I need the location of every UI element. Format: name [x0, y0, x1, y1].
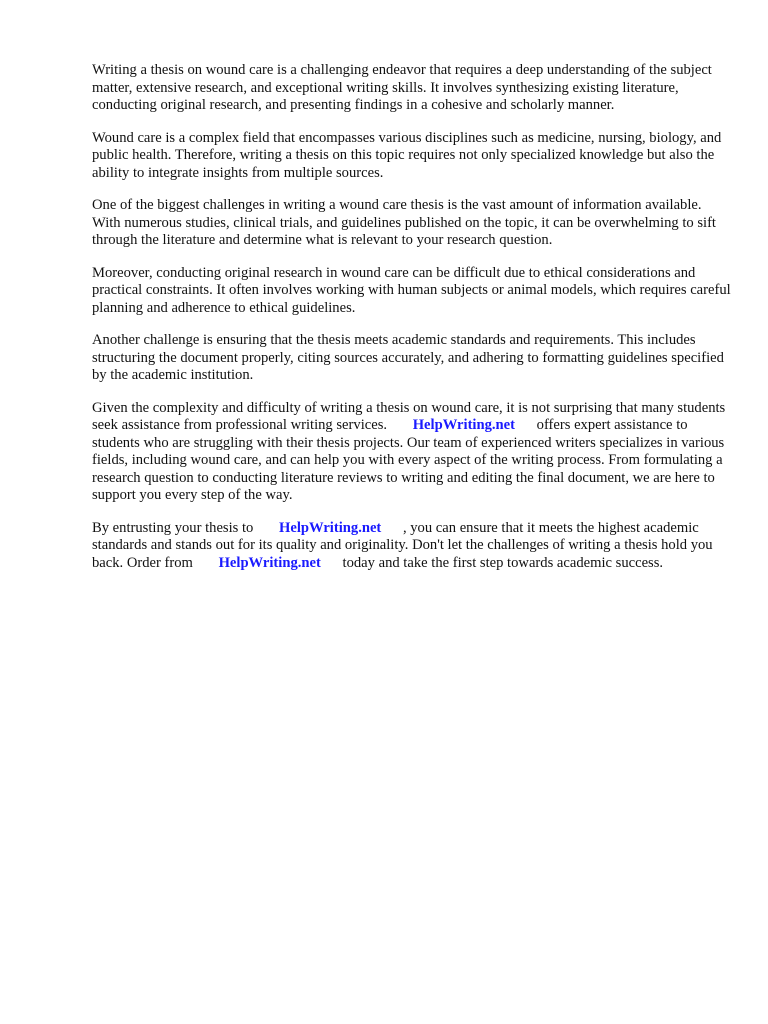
- paragraph-closing-text-2: , you can ensure that it meets the highest academic standards and stands out for its quality and originality. Don't let the challenges of writing a thesis hold you back. Order from: [92, 519, 713, 571]
- paragraph-closing-text-1: By entrusting your thesis to: [92, 519, 254, 536]
- document-body: [92, 62, 732, 587]
- paragraph-challenges: One of the biggest challenges in writing a wound care thesis is the vast amount of information available. With numerous studies, clinical trials, and guidelines published on the topic, it can be overwhelming to sift through the literature and determine what is relevant to your research question.: [92, 197, 716, 248]
- paragraph-assistance-text-2: offers expert assistance to students who are struggling with their thesis projects. Our team of experienced writers specializes in various fields, including wound care, and can help you with every aspect of the writing process. From formulating a research question to conducting literature reviews to writing and editing the final document, we are here to support you every step of the way.: [92, 417, 725, 503]
- paragraph-assistance: [92, 400, 732, 505]
- paragraph-closing: [92, 520, 732, 573]
- helpwriting-link[interactable]: HelpWriting.net: [279, 519, 382, 536]
- paragraph-assistance-text-1: Given the complexity and difficulty of writing a thesis on wound care, it is not surprising that many students seek assistance from professional writing services.: [92, 399, 726, 433]
- paragraph-closing-text-3: today and take the first step towards academic success.: [342, 554, 664, 571]
- paragraph-intro: Writing a thesis on wound care is a challenging endeavor that requires a deep understanding of the subject matter, extensive research, and exceptional writing skills. It involves synthesizing existing literature, conducting original research, and presenting findings in a cohesive and scholarly manner.: [92, 62, 712, 113]
- helpwriting-link[interactable]: HelpWriting.net: [412, 417, 515, 433]
- helpwriting-link[interactable]: HelpWriting.net: [218, 554, 321, 571]
- paragraph-standards: Another challenge is ensuring that the thesis meets academic standards and requirements. This includes structuring the document properly, citing sources accurately, and adhering to formatting guidelines specified by the academic institution.: [92, 332, 724, 383]
- paragraph-field: Wound care is a complex field that encompasses various disciplines such as medicine, nursing, biology, and public health. Therefore, writing a thesis on this topic requires not only specialized knowledge but also the ability to integrate insights from multiple sources.: [92, 129, 722, 181]
- paragraph-research: Moreover, conducting original research in wound care can be difficult due to ethical considerations and practical constraints. It often involves working with human subjects or animal models, which requires careful planning and adherence to ethical guidelines.: [92, 264, 731, 316]
